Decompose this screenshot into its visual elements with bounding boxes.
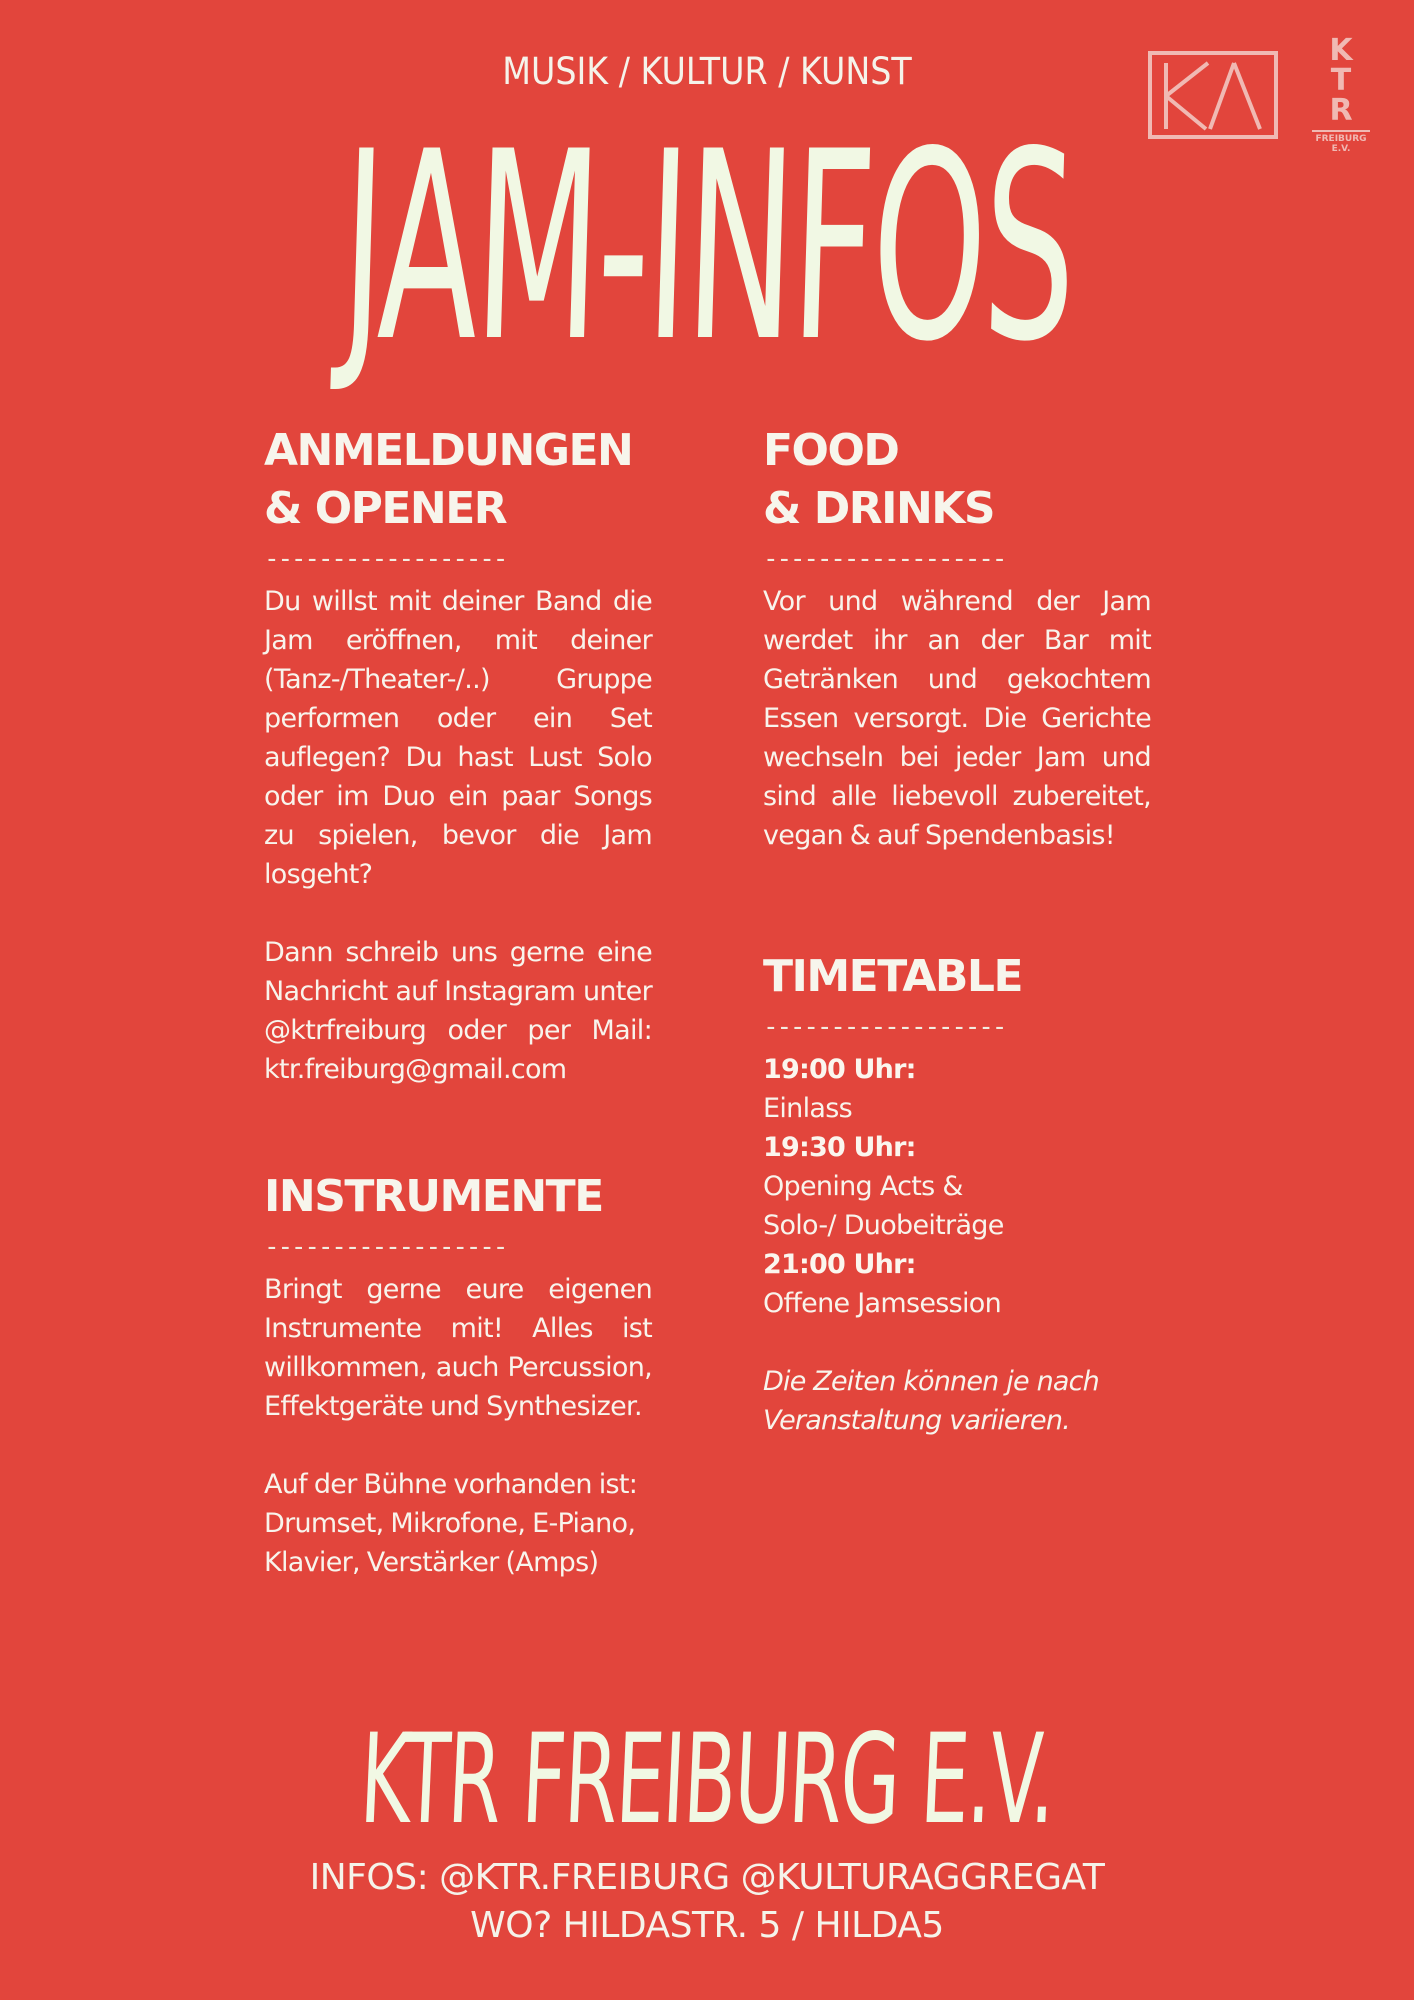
anmeldungen-heading-line2: & OPENER xyxy=(264,483,507,534)
timetable-description: Opening Acts & xyxy=(763,1171,963,1202)
page-title: JAM-INFOS xyxy=(337,96,1077,399)
timetable-heading: TIMETABLE xyxy=(763,951,1023,1002)
food-paragraph: Vor und während der Jam werdet ihr an der Bar mit Getränken und gekochtem Essen versorgt. Die Gerichte wechseln bei jeder Jam und sind alle liebevoll zubereitet, vegan & auf Spendenbasis! xyxy=(763,586,1151,851)
timetable-note-line-2: Veranstaltung variieren. xyxy=(763,1405,1070,1436)
timetable-description: Offene Jamsession xyxy=(763,1288,1002,1319)
timetable-note-line-1: Die Zeiten können je nach xyxy=(763,1366,1099,1397)
food-divider: ------------------ xyxy=(763,544,1006,574)
logo-letter-r: R xyxy=(1329,93,1353,128)
anmeldungen-paragraph-1: Du willst mit deiner Band die Jam eröffnen, mit deiner (Tanz-/Theater-/..) Gruppe performen oder ein Set auflegen? Du hast Lust Solo oder im Duo ein paar Songs zu spielen, bevor die Jam losgeht? xyxy=(264,586,652,890)
hero-title xyxy=(0,96,1414,399)
food-heading-line1: FOOD xyxy=(763,425,899,476)
anmeldungen-paragraph-2: Dann schreib uns gerne eine Nachricht auf Instagram unter @ktrfreiburg oder per Mail: ktr.freiburg@gmail.com xyxy=(264,937,652,1085)
section-food-drinks xyxy=(763,422,1151,855)
footer-infos: INFOS: @KTR.FREIBURG @KULTURAGGREGAT xyxy=(309,1857,1105,1898)
ktr-freiburg-logo xyxy=(1310,33,1372,171)
timetable-time: 19:30 Uhr: xyxy=(763,1132,916,1163)
timetable-divider: ------------------ xyxy=(763,1012,1006,1042)
logo-letter-k: K xyxy=(1329,33,1353,68)
kicker-text: MUSIK / KULTUR / KUNST xyxy=(502,50,912,93)
food-heading-line2: & DRINKS xyxy=(763,483,995,534)
section-instrumente xyxy=(264,1168,652,1582)
anmeldungen-divider: ------------------ xyxy=(264,544,507,574)
instrumente-paragraph-2-line-2: Drumset, Mikrofone, E-Piano, Klavier, Verstärker (Amps) xyxy=(264,1508,636,1578)
instrumente-paragraph-1: Bringt gerne eure eigenen Instrumente mit! Alles ist willkommen, auch Percussion, Effektgeräte und Synthesizer. xyxy=(264,1274,652,1422)
section-timetable xyxy=(763,948,1151,1440)
instrumente-divider: ------------------ xyxy=(264,1232,507,1262)
footer-brand xyxy=(0,1710,1414,1850)
logo-ev: E.V. xyxy=(1331,144,1351,154)
timetable-description: Einlass xyxy=(763,1093,852,1124)
timetable-description: Solo-/ Duobeiträge xyxy=(763,1210,1004,1241)
instrumente-heading: INSTRUMENTE xyxy=(264,1171,603,1222)
instrumente-paragraph-2-line-1: Auf der Bühne vorhanden ist: xyxy=(264,1469,638,1500)
logo-freiburg: FREIBURG xyxy=(1315,134,1367,144)
timetable-time: 21:00 Uhr: xyxy=(763,1249,916,1280)
logo-divider xyxy=(1312,130,1370,132)
section-anmeldungen xyxy=(264,422,652,1089)
logo-letter-t: T xyxy=(1330,63,1352,98)
ka-logo-icon xyxy=(1148,51,1278,139)
footer-brand-text: KTR FREIBURG E.V. xyxy=(357,1708,1057,1852)
footer-location: WO? HILDASTR. 5 / HILDA5 xyxy=(470,1905,944,1946)
anmeldungen-heading-line1: ANMELDUNGEN xyxy=(264,425,633,476)
timetable-time: 19:00 Uhr: xyxy=(763,1054,916,1085)
timetable-list xyxy=(763,1050,1151,1323)
